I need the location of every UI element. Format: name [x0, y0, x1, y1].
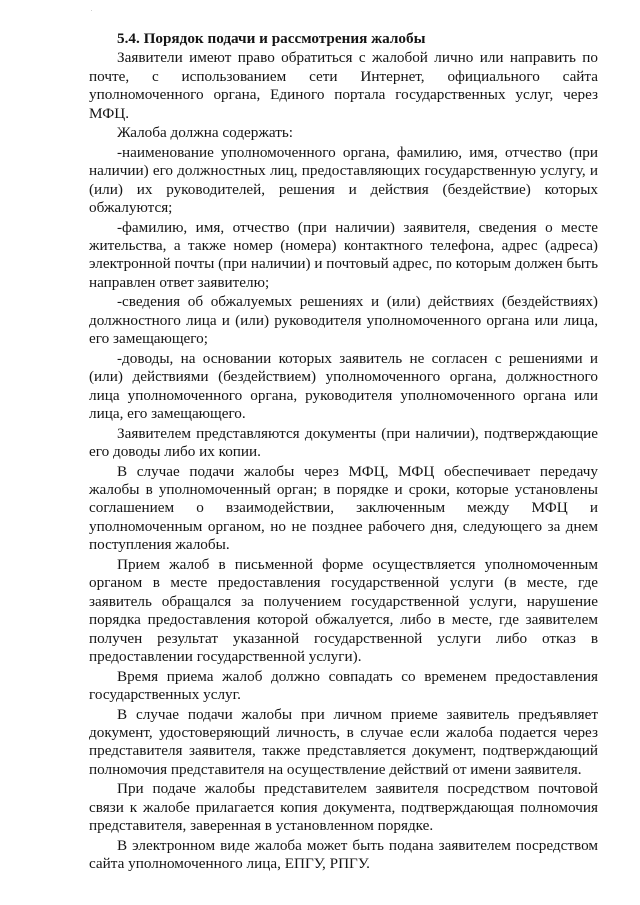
scan-speck	[91, 10, 92, 11]
list-item-arguments: -доводы, на основании которых заявитель не согласен с решениями и (или) действиями (бездействием) уполномоченного органа, должностного лица уполномоченного органа, руководителя уполномоченного органа или лица, его замещающего.	[89, 349, 598, 423]
paragraph-right-to-complain: Заявители имеют право обратиться с жалобой лично или направить по почте, с использованием сети Интернет, официального сайта уполномоченного органа, Единого портала государственных услуг, через МФЦ.	[89, 49, 598, 122]
list-item-applicant-details: -фамилию, имя, отчество (при наличии) заявителя, сведения о месте жительства, а также номер (номера) контактного телефона, адрес (адреса) электронной почты (при наличии) и почтовый адрес, по которым должен быть направлен ответ заявителю;	[89, 218, 598, 291]
paragraph-complaint-contents: Жалоба должна содержать:	[117, 124, 293, 142]
paragraph-written-complaints: Прием жалоб в письменной форме осуществляется уполномоченным органом в месте предоставления государственной услуги (в месте, где заявитель обращался за получением государственной услуги, нарушение порядка предоставления которой обжалуется, либо в месте, где заявителем получен результат указанной государственной услуги либо отказ в предоставлении государственной услуги).	[89, 555, 598, 665]
document-body	[89, 30, 598, 875]
list-item-appealed-decisions: -сведения об обжалуемых решениях и (или) действиях (бездействиях) должностного лица и (или) руководителя уполномоченного органа или лица, его замещающего;	[89, 293, 598, 348]
paragraph-reception-time: Время приема жалоб должно совпадать со временем предоставления государственных услуг.	[89, 667, 598, 703]
paragraph-electronic-submission: В электронном виде жалоба может быть подана заявителем посредством сайта уполномоченного лица, ЕПГУ, РПГУ.	[89, 836, 598, 873]
paragraph-personal-reception: В случае подачи жалобы при личном приеме заявитель предъявляет документ, удостоверяющий личность, в случае если жалоба подается через представителя заявителя, также представляется документ, подтверждающий полномочия представителя на осуществление действий от имени заявителя.	[89, 705, 598, 778]
list-item-authority-name: -наименование уполномоченного органа, фамилию, имя, отчество (при наличии) его должностных лиц, предоставляющих государственную услугу, и (или) их руководителей, решения и действия (бездействие) которых обжалуются;	[89, 143, 598, 217]
paragraph-mfc-submission: В случае подачи жалобы через МФЦ, МФЦ обеспечивает передачу жалобы в уполномоченный орган; в порядке и сроки, которые установлены соглашением о взаимодействии, заключенным между МФЦ и уполномоченным органом, но не позднее рабочего дня, следующего за днем поступления жалобы.	[89, 462, 598, 554]
paragraph-postal-submission: При подаче жалобы представителем заявителя посредством почтовой связи к жалобе прилагается копия документа, подтверждающая полномочия представителя, заверенная в установленном порядке.	[89, 780, 598, 835]
section-heading: 5.4. Порядок подачи и рассмотрения жалобы	[117, 30, 426, 47]
paragraph-supporting-documents: Заявителем представляются документы (при наличии), подтверждающие его доводы либо их копии.	[89, 424, 598, 461]
